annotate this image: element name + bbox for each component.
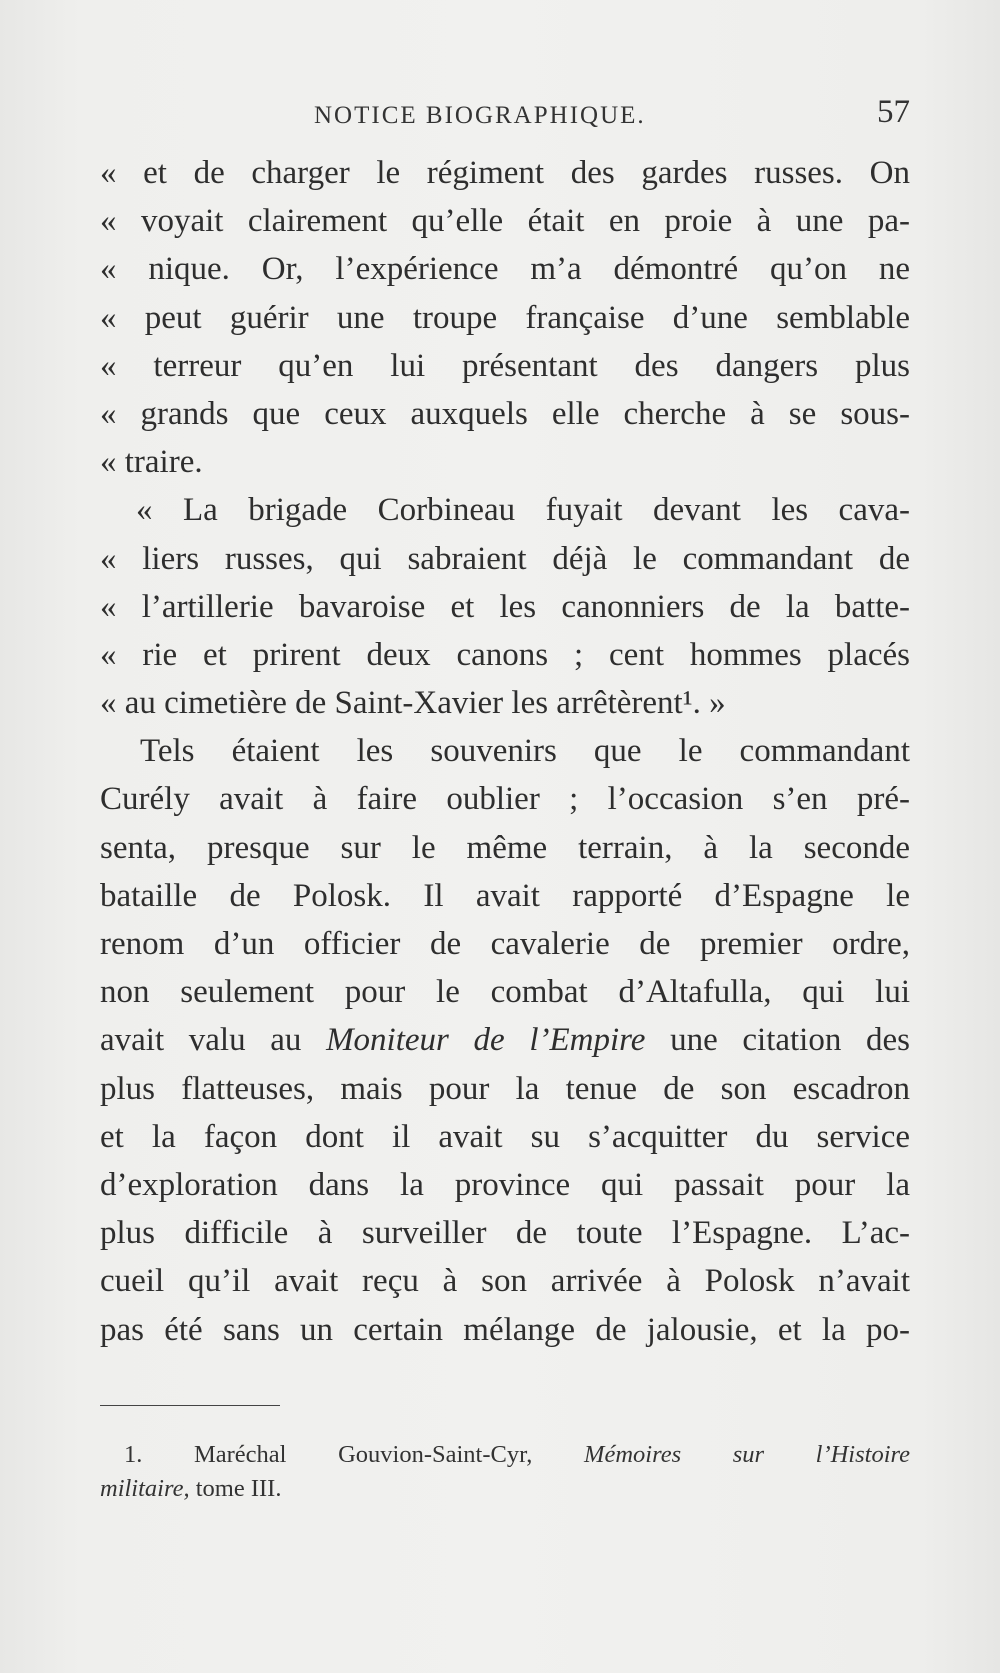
footnote-number: 1. — [124, 1441, 143, 1468]
text-line: Tels étaient les souvenirs que le commandant — [140, 733, 910, 770]
text-line: plus difficile à surveiller de toute l’Espagne. L’ac- — [100, 1215, 910, 1252]
text-line: « liers russes, qui sabraient déjà le commandant de — [100, 540, 910, 577]
footnote-volume: tome III. — [195, 1475, 282, 1502]
text-line: « l’artillerie bavaroise et les canonniers de la batte- — [100, 588, 910, 625]
body-text — [100, 149, 910, 1354]
text-segment: une citation des — [670, 1022, 910, 1059]
footnote-line — [100, 1472, 910, 1506]
footnote — [100, 1438, 910, 1506]
text-line: Curély avait à faire oublier ; l’occasion s’en pré- — [100, 781, 910, 818]
italic-title: Moniteur de l’Empire — [326, 1022, 646, 1059]
text-line: d’exploration dans la province qui passait pour la — [100, 1166, 910, 1203]
footnote-title-cont: militaire, — [100, 1475, 190, 1502]
text-line: renom d’un officier de cavalerie de premier ordre, — [100, 926, 910, 962]
text-line: bataille de Polosk. Il avait rapporté d’Espagne le — [100, 877, 910, 914]
footnote-author: Maréchal Gouvion-Saint-Cyr, — [193, 1441, 533, 1468]
text-line: pas été sans un certain mélange de jalousie, et la po- — [100, 1311, 910, 1348]
text-line: « terreur qu’en lui présentant des dangers plus — [100, 347, 910, 384]
text-line: et la façon dont il avait su s’acquitter du service — [100, 1118, 910, 1155]
text-line: « et de charger le régiment des gardes russes. On — [100, 155, 910, 191]
text-line: « traire. — [100, 444, 203, 481]
running-head: NOTICE BIOGRAPHIQUE. — [314, 102, 646, 129]
text-line: senta, presque sur le même terrain, à la seconde — [100, 829, 910, 866]
footnote-line — [100, 1438, 910, 1472]
footnote-rule — [100, 1405, 280, 1406]
text-line: « La brigade Corbineau fuyait devant les cava- — [136, 492, 910, 529]
text-line: « grands que ceux auxquels elle cherche à se sous- — [100, 395, 910, 432]
page-number: 57 — [877, 94, 910, 130]
text-line: « nique. Or, l’expérience m’a démontré qu’on ne — [100, 251, 910, 288]
footnote-title: Mémoires sur l’Histoire — [584, 1441, 910, 1468]
text-segment: avait valu au — [100, 1022, 302, 1059]
page-header — [100, 96, 910, 136]
text-line: « au cimetière de Saint-Xavier les arrêtèrent¹. » — [100, 685, 726, 722]
text-line: « rie et prirent deux canons ; cent hommes placés — [100, 636, 910, 673]
text-line: « peut guérir une troupe française d’une semblable — [100, 299, 910, 336]
text-line: cueil qu’il avait reçu à son arrivée à Polosk n’avait — [100, 1263, 910, 1300]
text-line: non seulement pour le combat d’Altafulla, qui lui — [100, 974, 910, 1011]
text-line: « voyait clairement qu’elle était en proie à une pa- — [100, 203, 910, 240]
text-line: plus flatteuses, mais pour la tenue de son escadron — [100, 1070, 910, 1107]
text-line-with-italic — [100, 1016, 910, 1064]
